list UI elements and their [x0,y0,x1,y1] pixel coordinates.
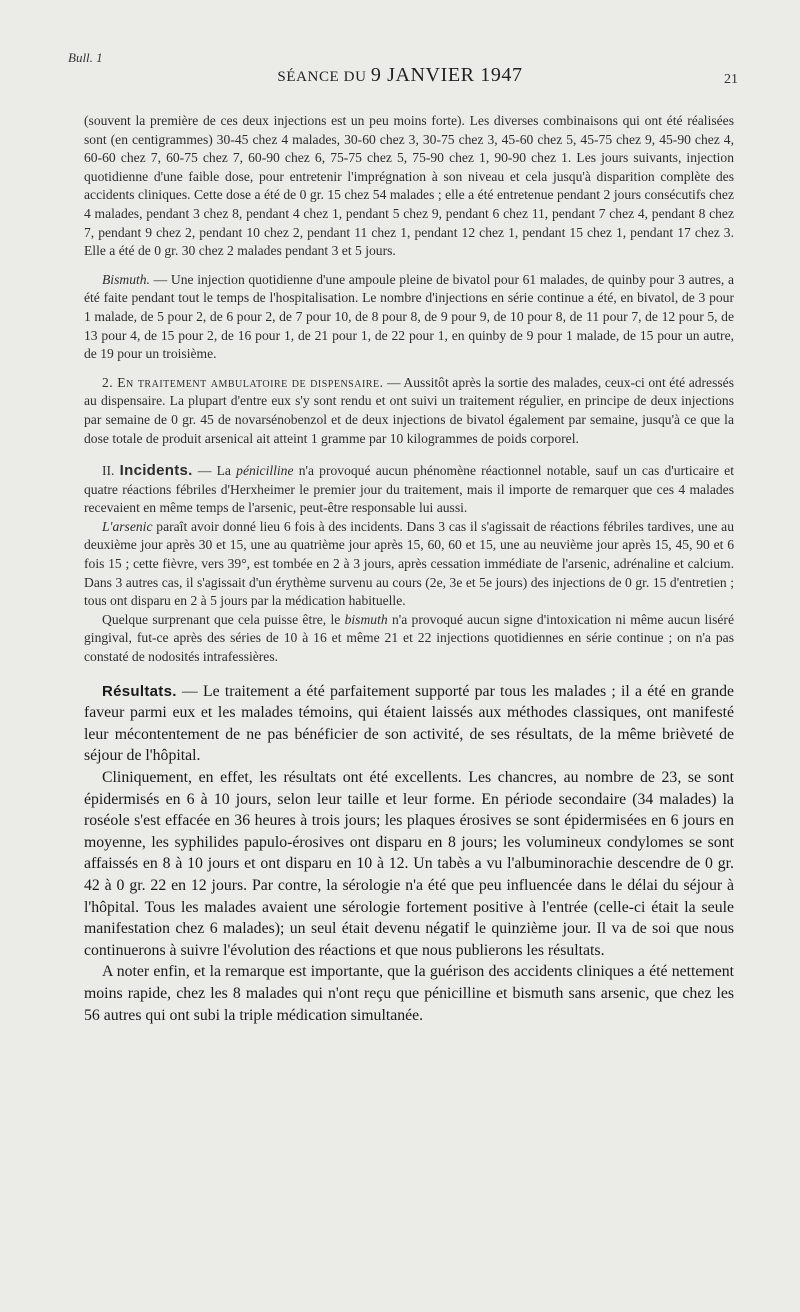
paragraph-text: n'a provoqué aucun phénomène réactionnel notable, sauf un cas d'urticaire et quatre réactions fébriles d'Herxheimer le premier jour du traitement, mais il importe de remarquer que ces 4 malades recevaient en même temps de l'arsenic, peut-être responsable lui aussi. [84,463,734,516]
paragraph-text-pre: Quelque surprenant que cela puisse être, le [102,611,345,627]
paragraph-text: — Aussitôt après la sortie des malades, ceux-ci ont été adressés au dispensaire. La plupart d'entre eux s'y sont rendu et ont suivi un traitement régulier, en principe de deux injections par semaine de 0 gr. 45 de novarsénobenzol et de deux injections de bivatol également par semaine, jusqu'à ce que la dose totale de produit arsenical ait atteint 1 gramme par 10 kilogrammes de poids corporel. [84,374,734,446]
paragraph-dash: — La [192,463,237,479]
paragraph-arsenic-doses: (souvent la première de ces deux injections est un peu moins forte). Les diverses combinaisons qui ont été réalisées sont (en centigrammes) 30-45 chez 4 malades, 30-60 chez 3, 30-75 chez 3, 45-60 chez 5, 45-75 chez 9, 45-90 chez 4, 60-60 chez 7, 60-75 chez 7, 60-90 chez 6, 75-75 chez 5, 75-90 chez 1, 90-90 chez 1. Les jours suivants, injection quotidienne d'une faible dose, pour entretenir l'imprégnation à son niveau et cela jusqu'à disparition complète des accidents cliniques. Cette dose a été de 0 gr. 15 chez 54 malades ; elle a été entretenue pendant 2 jours consécutifs chez 4 malades, pendant 3 chez 8, pendant 4 chez 1, pendant 5 chez 9, pendant 6 chez 11, pendant 7 chez 4, pendant 8 chez 7, pendant 9 chez 2, pendant 10 chez 2, pendant 11 chez 1, pendant 12 chez 1, pendant 15 chez 1, pendant 17 chez 3. Elle a été de 0 gr. 30 chez 2 malades pendant 3 et 5 jours. [84,113,734,259]
section-heading-incidents: Incidents. [119,462,193,480]
paragraph-text: — Le traitement a été parfaitement supporté par tous les malades ; il a été en grande faveur parmi eux et les malades témoins, qui étaient laissés aux méthodes classiques, ont manifesté leur mécontentement de ne pas bénéficier de son activité, de ses résultats, de la même brièveté de séjour de l'hôpital. [84,682,734,765]
italic-term: bismuth [344,611,388,627]
paragraph-incidents [84,462,734,518]
paragraph-ambulatory [84,374,734,448]
running-head-prefix: SÉANCE DU [277,69,367,85]
running-head [0,64,800,87]
section-heading-results: Résultats. [102,682,177,700]
italic-term: L'arsenic [102,518,153,534]
paragraph-final-remark: A noter enfin, et la remarque est importante, que la guérison des accidents cliniques a été nettement moins rapide, chez les 8 malades qui n'ont reçu que pénicilline et bismuth sans arsenic, que chez les 56 autres qui ont subi la triple médication simultanée. [84,963,734,1024]
paragraph-results [84,681,734,767]
main-print-section [84,681,734,1027]
article-body [84,112,734,1026]
paragraph-arsenic-incidents [84,518,734,611]
paragraph-lead: Bismuth. [102,271,150,287]
journal-reference: Bull. 1 [68,50,103,65]
small-print-section [84,112,734,667]
paragraph-text: paraît avoir donné lieu 6 fois à des incidents. Dans 3 cas il s'agissait de réactions fébriles tardives, une au deuxième jour après 30 et 15, une au quatrième jour après 15, 60, 60 et 15, une au neuvième jour après 15, 45, 90 et 6 fois 15 ; cette fièvre, vers 39°, est tombée en 2 à 3 jours, après cessation immédiate de l'arsenic, adrénaline et calcium. Dans 3 autres cas, il s'agissait d'un érythème survenu au cours (2e, 3e et 5e jours) des injections de 0 gr. 15 d'entretien ; tous ont disparu en 2 à 5 jours par la médication habituelle. [84,518,734,609]
paragraph-bismuth-tolerance [84,611,734,667]
paragraph-bismuth [84,271,734,364]
italic-term: pénicilline [236,463,294,479]
paragraph-clinical-results: Cliniquement, en effet, les résultats ont été excellents. Les chancres, au nombre de 23, se sont épidermisés en 6 à 10 jours, selon leur taille et leur forme. En période secondaire (34 malades) la roséole s'est effacée en 36 heures à trois jours; les plaques érosives se sont épidermisées en 6 jours en moyenne, les syphilides papulo-érosives ont disparu en 8 jours; les volumineux condylomes se sont affaissés en 8 à 10 jours et ont disparu en 10 à 12. Un tabès a vu l'albuminorachie descendre de 0 gr. 42 à 0 gr. 22 en 12 jours. Par contre, la sérologie n'a été que peu influencée dans le délai du séjour à l'hôpital. Tous les malades avaient une sérologie fortement positive à l'entrée (celle-ci était la seule manifestation chez 6 malades); un seul était devenu négatif le quinzième jour. Il va de soi que nous continuerons à suivre l'évolution des réactions et que nous publierons les résultats. [84,769,734,959]
running-head-date: 9 JANVIER 1947 [370,64,523,86]
page-number: 21 [724,72,738,87]
section-number: II. [102,463,115,479]
paragraph-text: — Une injection quotidienne d'une ampoule pleine de bivatol pour 61 malades, de quinby pour 3 autres, a été faite pendant tout le temps de l'hospitalisation. Le nombre d'injections en série continue a été, en bivatol, de 3 pour 1 malade, de 5 pour 2, de 6 pour 2, de 7 pour 10, de 8 pour 8, de 9 pour 9, de 10 pour 8, de 11 pour 7, de 12 pour 5, de 13 pour 4, de 15 pour 2, de 16 pour 1, de 21 pour 1, de 22 pour 1, en quinby de 9 pour 1 malade, de 15 pour un autre, de 19 pour un troisième. [84,271,734,362]
paragraph-text: n'a provoqué aucun signe d'intoxication ni même aucun liséré gingival, fut-ce après des séries de 10 à 16 et même 21 et 22 injections quotidiennes en série continue ; on n'a pas constaté de nodosités intrafessières. [84,611,734,665]
paragraph-lead: 2. En traitement ambulatoire de dispensaire. [102,374,384,390]
